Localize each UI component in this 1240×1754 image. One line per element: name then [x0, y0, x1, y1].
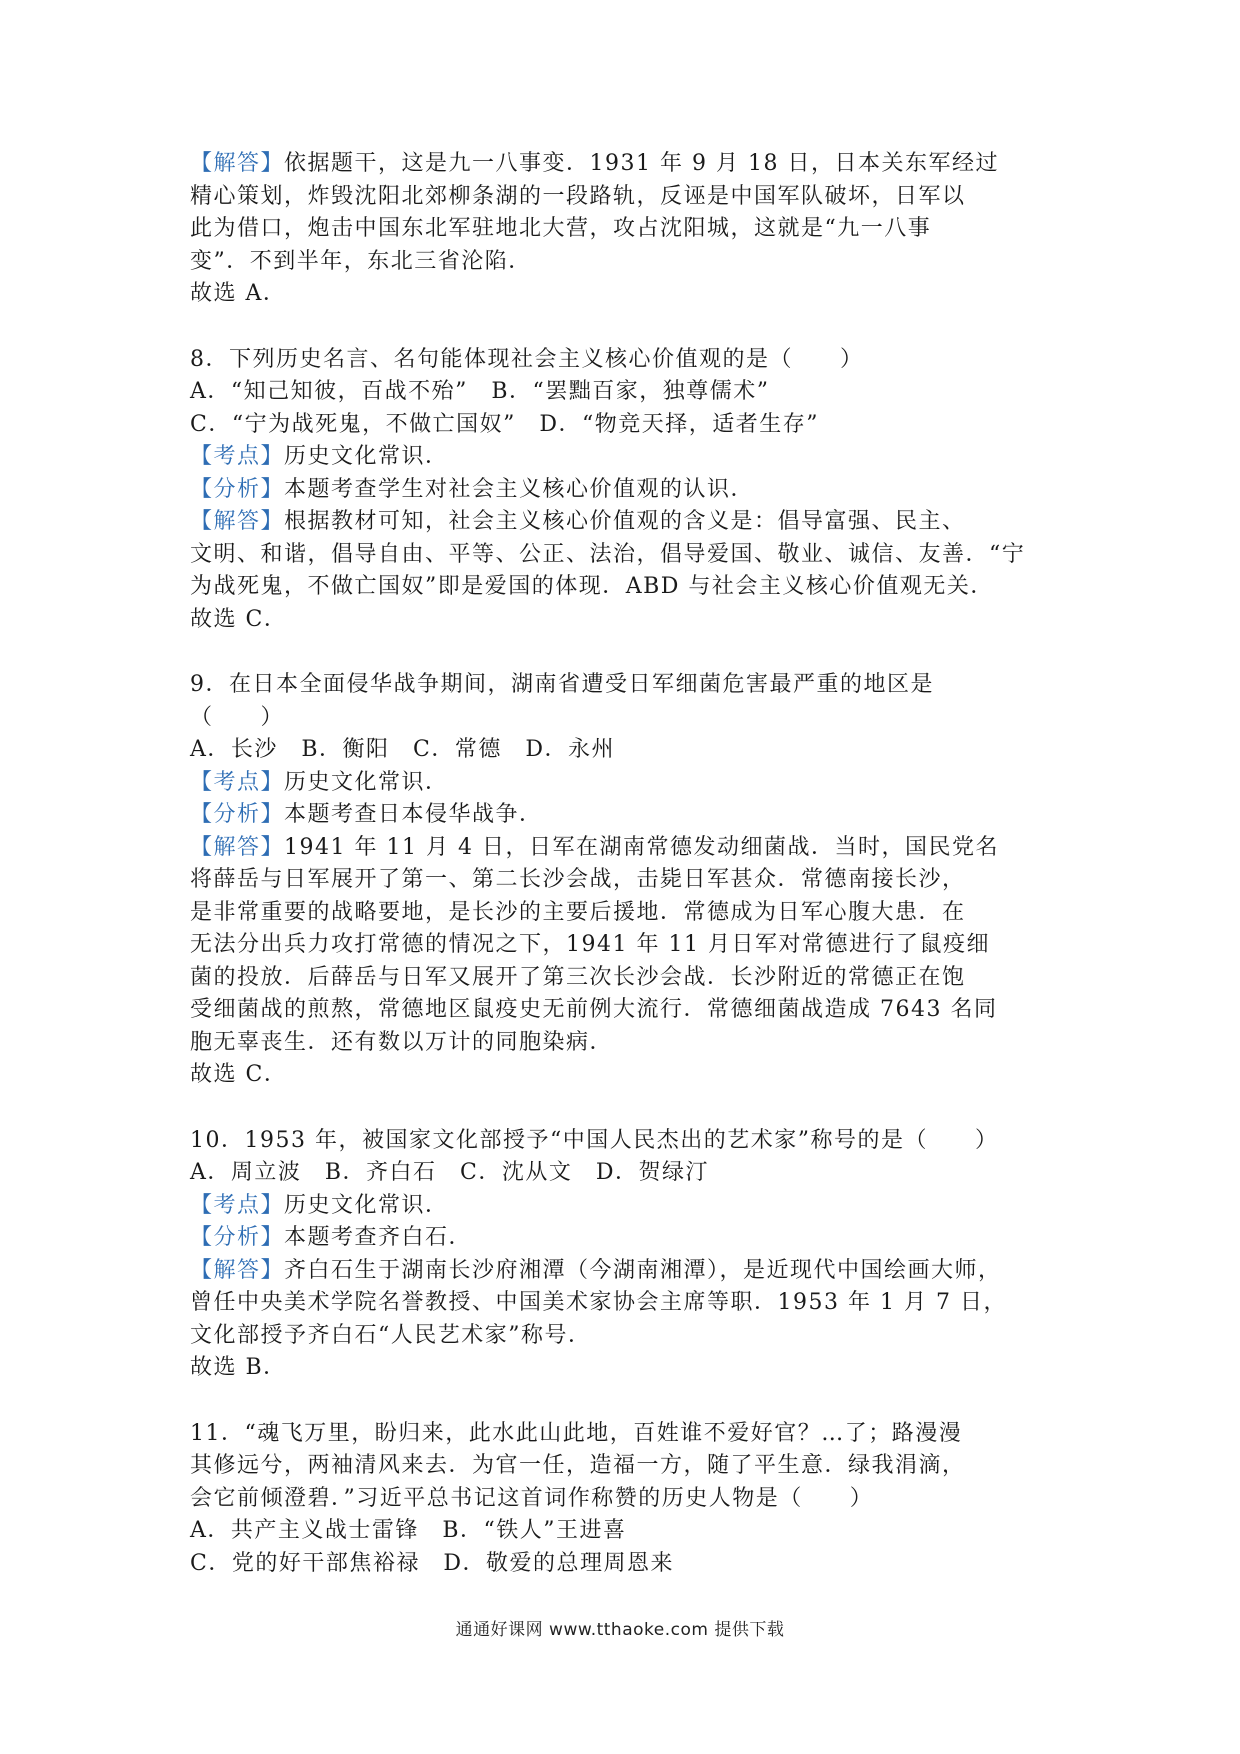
q11-stem: 其修远兮，两袖清风来去．为官一任，造福一方，随了平生意．绿我涓滴，	[190, 1453, 966, 1478]
q9-answer-line: 胞无辜丧生．还有数以万计的同胞染病．	[190, 1029, 614, 1055]
q9-stem: （ ）	[190, 704, 285, 730]
q10-kaodian: 【考点】历史文化常识．	[190, 1192, 449, 1218]
kaodian-tag: 【考点】	[190, 444, 285, 469]
q8-answer-line: 为战死鬼，不做亡国奴”即是爱国的体现．ABD 与社会主义核心价值观无关．	[190, 574, 994, 599]
fenxi-tag: 【分析】	[190, 1225, 285, 1250]
q7-choice: 故选 A．	[190, 281, 287, 306]
q9-answer-line: 将薛岳与日军展开了第一、第二长沙会战，击毙日军甚众．常德南接长沙，	[190, 867, 966, 892]
q8-stem: 8．下列历史名言、名句能体现社会主义核心价值观的是（ ）	[190, 346, 864, 372]
q10-options: A．周立波 B．齐白石 C．沈从文 D．贺绿汀	[190, 1160, 710, 1185]
kaodian-tag: 【考点】	[190, 1192, 285, 1218]
q8-fenxi: 【分析】本题考查学生对社会主义核心价值观的认识．	[190, 476, 755, 502]
q9-answer-line: 【解答】1941 年 11 月 4 日，日军在湖南常德发动细菌战．当时，国民党名	[190, 834, 999, 860]
fenxi-tag: 【分析】	[190, 476, 285, 502]
answer-tag: 【解答】	[190, 1257, 285, 1283]
q8-kaodian: 【考点】历史文化常识．	[190, 444, 449, 469]
q7-answer-line: 精心策划，炸毁沈阳北郊柳条湖的一段路轨，反诬是中国军队破坏，日军以	[190, 183, 966, 209]
q7-answer-line: 变”．不到半年，东北三省沦陷．	[190, 248, 532, 274]
q10-stem: 10．1953 年，被国家文化部授予“中国人民杰出的艺术家”称号的是（ ）	[190, 1127, 999, 1153]
q9-choice: 故选 C．	[190, 1062, 288, 1087]
q9-kaodian: 【考点】历史文化常识．	[190, 769, 449, 795]
q10-answer-line: 文化部授予齐白石“人民艺术家”称号．	[190, 1322, 592, 1348]
q7-answer-line: 【解答】依据题干，这是九一八事变．1931 年 9 月 18 日，日本关东军经过	[190, 151, 999, 176]
q9-answer-line: 菌的投放．后薛岳与日军又展开了第三次长沙会战．长沙附近的常德正在饱	[190, 964, 966, 990]
q9-fenxi: 【分析】本题考查日本侵华战争．	[190, 802, 543, 827]
q10-answer-line: 【解答】齐白石生于湖南长沙府湘潭（今湖南湘潭），是近现代中国绘画大师，	[190, 1257, 1002, 1283]
q11-options-ab: A．共产主义战士雷锋 B．“铁人”王进喜	[190, 1518, 627, 1543]
q9-stem: 9．在日本全面侵华战争期间，湖南省遭受日军细菌危害最严重的地区是	[190, 672, 934, 697]
q11-stem: 11．“魂飞万里，盼归来，此水此山此地，百姓谁不爱好官？…了；路漫漫	[190, 1420, 963, 1446]
q8-choice: 故选 C．	[190, 606, 288, 632]
answer-tag: 【解答】	[190, 151, 285, 176]
q10-answer-line: 曾任中央美术学院名誉教授、中国美术家协会主席等职．1953 年 1 月 7 日，	[190, 1290, 1007, 1315]
q11-stem: 会它前倾澄碧．”习近平总书记这首词作称赞的历史人物是（ ）	[190, 1485, 874, 1511]
q8-options-cd: C．“宁为战死鬼，不做亡国奴” D．“物竞天择，适者生存”	[190, 411, 819, 437]
answer-tag: 【解答】	[190, 509, 285, 534]
q9-answer-line: 无法分出兵力攻打常德的情况之下，1941 年 11 月日军对常德进行了鼠疫细	[190, 932, 990, 957]
q8-answer-line: 文明、和谐，倡导自由、平等、公正、法治，倡导爱国、敬业、诚信、友善．“宁	[190, 541, 1026, 567]
fenxi-tag: 【分析】	[190, 802, 285, 827]
q9-options: A．长沙 B．衡阳 C．常德 D．永州	[190, 737, 616, 762]
page-footer: 通通好课网 www.tthaoke.com 提供下载	[455, 1620, 785, 1640]
q9-answer-line: 是非常重要的战略要地，是长沙的主要后援地．常德成为日军心腹大患．在	[190, 899, 966, 925]
q10-fenxi: 【分析】本题考查齐白石．	[190, 1225, 473, 1250]
kaodian-tag: 【考点】	[190, 769, 285, 795]
q10-choice: 故选 B．	[190, 1355, 287, 1380]
document-body	[190, 148, 1070, 1580]
q9-answer-line: 受细菌战的煎熬，常德地区鼠疫史无前例大流行．常德细菌战造成 7643 名同	[190, 997, 998, 1022]
q8-options-ab: A．“知己知彼，百战不殆” B．“罢黜百家，独尊儒术”	[190, 379, 770, 404]
q11-options-cd: C．党的好干部焦裕禄 D．敬爱的总理周恩来	[190, 1550, 674, 1576]
answer-tag: 【解答】	[190, 834, 285, 860]
q8-answer-line: 【解答】根据教材可知，社会主义核心价值观的含义是：倡导富强、民主、	[190, 509, 966, 534]
q7-answer-line: 此为借口，炮击中国东北军驻地北大营，攻占沈阳城，这就是“九一八事	[190, 216, 932, 241]
